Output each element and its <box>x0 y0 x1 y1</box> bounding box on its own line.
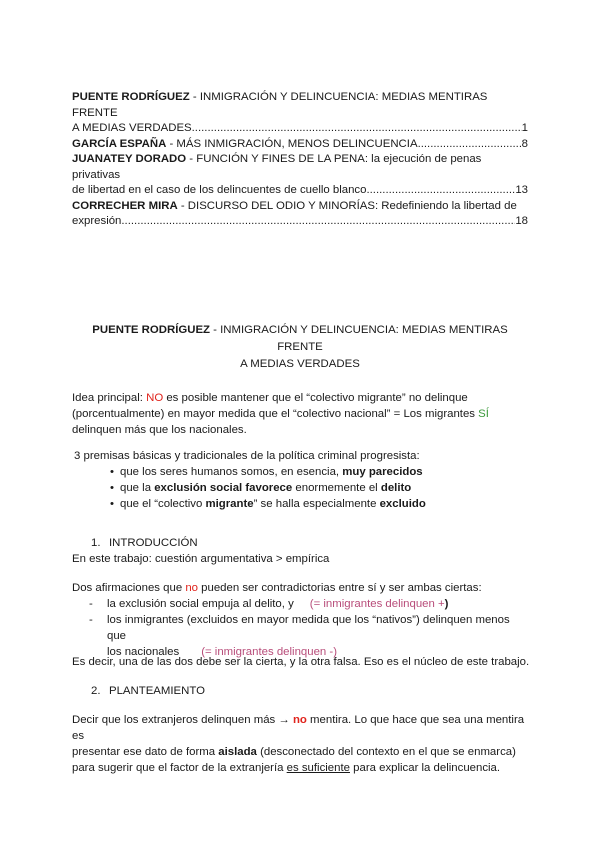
toc-author: GARCÍA ESPAÑA <box>72 137 167 150</box>
toc-title-cont: expresión <box>72 215 122 227</box>
premises-intro: 3 premisas básicas y tradicionales de la política criminal progresista: <box>74 450 420 462</box>
list-item: - los inmigrantes (excluidos en mayor medida que los “nativos”) delinquen menos que los nacionales (= inmigrantes delinquen -) <box>72 612 530 660</box>
no-highlight: NO <box>146 392 164 404</box>
toc-title-cont: A MEDIAS VERDADES <box>72 122 192 134</box>
heading-title-cont: A MEDIAS VERDADES <box>240 358 360 370</box>
si-highlight: SÍ <box>478 408 489 420</box>
premises-list <box>74 464 532 512</box>
toc-entry[interactable] <box>72 90 528 137</box>
toc-page-number: 1 <box>521 122 528 134</box>
no-highlight: no <box>292 714 307 726</box>
planteamiento-paragraph: Decir que los extranjeros delinquen más → no mentira. Lo que hace que sea una mentira es presentar ese dato de forma aislada (desconectado del contexto en el que se enmarca) para sugerir que el factor de la extranjería es suficiente para explicar la delincuencia. <box>72 714 525 774</box>
list-item: • que los seres humanos somos, en esencia, muy parecidos <box>74 464 532 480</box>
toc-leader <box>366 183 515 199</box>
toc-leader <box>418 137 522 153</box>
heading-title: - INMIGRACIÓN Y DELINCUENCIA: MEDIAS MENTIRAS FRENTE <box>210 324 508 353</box>
toc-leader <box>121 214 515 230</box>
table-of-contents <box>72 90 528 230</box>
main-idea-paragraph: Idea principal: NO es posible mantener que el “colectivo migrante” no delinque (porcentualmente) en mayor medida que el “colectivo nacional” = Los migrantes SÍ delinquen más que los nacionales. <box>72 392 489 436</box>
toc-author: JUANATEY DORADO <box>72 153 187 165</box>
toc-title: - INMIGRACIÓN Y DELINCUENCIA: MEDIAS MENTIRAS FRENTE <box>72 91 488 119</box>
assertions-list <box>72 596 530 660</box>
list-item: - la exclusión social empuja al delito, y (= inmigrantes delinquen +) <box>72 596 530 612</box>
toc-leader <box>192 121 522 137</box>
toc-page-number: 18 <box>515 215 528 227</box>
toc-entry[interactable] <box>72 137 528 153</box>
list-item: • que el “colectivo migrante” se halla especialmente excluido <box>74 496 532 512</box>
toc-title: - FUNCIÓN Y FINES DE LA PENA: la ejecución de penas privativas <box>72 153 482 181</box>
toc-title: - MÁS INMIGRACIÓN, MENOS DELINCUENCIA <box>166 137 418 150</box>
section-text: En este trabajo: cuestión argumentativa > empírica <box>72 553 330 565</box>
toc-author: PUENTE RODRÍGUEZ <box>72 91 190 103</box>
section-planteamiento <box>72 683 530 699</box>
section-introduccion <box>72 535 530 567</box>
toc-title: - DISCURSO DEL ODIO Y MINORÍAS: Redefiniendo la libertad de <box>177 199 517 212</box>
toc-author: CORRECHER MIRA <box>72 199 178 212</box>
toc-page-number: 13 <box>515 184 528 196</box>
toc-entry[interactable] <box>72 152 528 199</box>
assertions-paragraph: Dos afirmaciones que no pueden ser contradictorias entre sí y ser ambas ciertas: - la exclusión social empuja al delito, y (= inmigrantes delinquen +) - los inmigrantes (excluidos en mayor medida que los “nativos”) delinquen menos que los nacionales (= inmigrantes delinquen -) <box>72 580 530 660</box>
section-title: 1. INTRODUCCIÓN <box>91 537 198 549</box>
toc-title-cont: de libertad en el caso de los delincuentes de cuello blanco <box>72 184 367 196</box>
no-highlight: no <box>185 582 198 594</box>
toc-page-number: 8 <box>521 137 528 150</box>
premises-section <box>74 448 532 512</box>
toc-entry[interactable] <box>72 199 528 230</box>
section-heading <box>72 322 528 373</box>
list-item: • que la exclusión social favorece enormemente el delito <box>74 480 532 496</box>
conclusion-paragraph: Es decir, una de las dos debe ser la cierta, y la otra falsa. Eso es el núcleo de este trabajo. <box>72 656 530 668</box>
section-title: 2. PLANTEAMIENTO <box>91 685 205 697</box>
heading-author: PUENTE RODRÍGUEZ <box>92 324 211 336</box>
